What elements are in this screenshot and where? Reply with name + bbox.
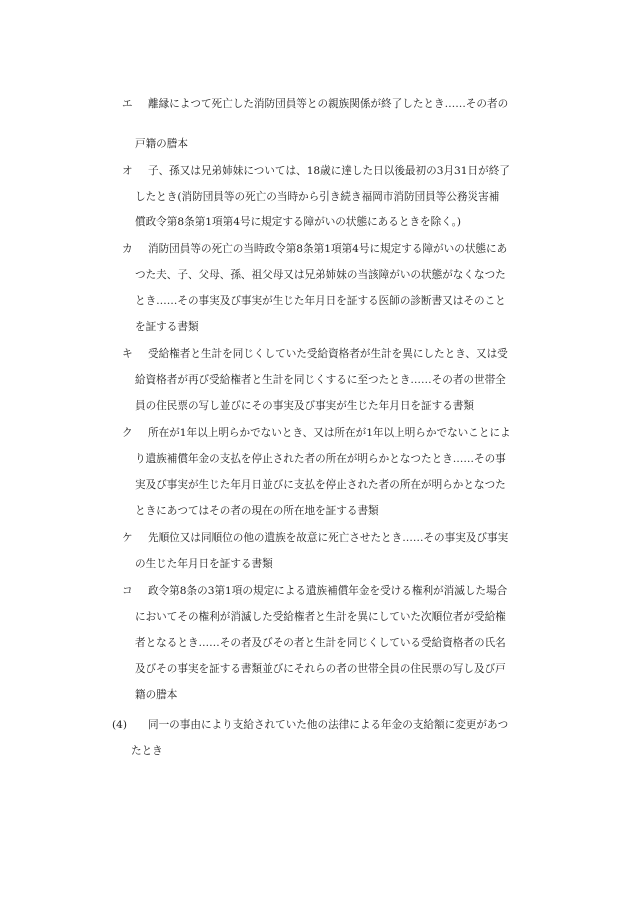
item-marker: ク [122, 427, 133, 439]
item-marker: キ [122, 348, 133, 360]
item-line: 員の住民票の写し並びにその事実及び事実が生じた年月日を証する書類 [135, 400, 474, 412]
item-line: 消防団員等の死亡の当時政令第8条第1項第4号に規定する障がいの状態にあ [148, 243, 508, 255]
item-line: とき……その事実及び事実が生じた年月日を証する医師の診断書又はそのこと [135, 295, 506, 307]
item-marker: エ [122, 98, 133, 110]
item-marker: オ [122, 165, 133, 177]
item-line: つた夫、子、父母、孫、祖父母又は兄弟姉妹の当該障がいの状態がなくなつた [135, 269, 506, 281]
item-line: においてその権利が消滅した受給権者と生計を異にしていた次順位者が受給権 [135, 611, 506, 623]
section-line: 同一の事由により支給されていた他の法律による年金の支給額に変更があつ [148, 719, 509, 731]
item-line: 受給権者と生計を同じくしていた受給資格者が生計を異にしたとき、又は受 [148, 348, 508, 360]
item-line: 政令第8条の3第1項の規定による遺族補償年金を受ける権利が消滅した場合 [148, 585, 508, 597]
item-line: 償政令第8条第1項第4号に規定する障がいの状態にあるときを除く。) [135, 216, 462, 228]
item-line: 者となるとき……その者及びその者と生計を同じくしている受給資格者の氏名 [135, 637, 506, 649]
section-line: たとき [131, 745, 163, 757]
item-line: したとき(消防団員等の死亡の当時から引き続き福岡市消防団員等公務災害補 [135, 191, 500, 203]
item-marker: カ [122, 243, 133, 255]
item-line: 離縁によつて死亡した消防団員等との親族関係が終了したとき……その者の [148, 98, 509, 110]
item-line: 先順位又は同順位の他の遺族を故意に死亡させたとき……その事実及び事実 [148, 532, 509, 544]
item-line: 籍の謄本 [135, 689, 178, 701]
item-line: 戸籍の謄本 [135, 138, 188, 150]
item-line: 給資格者が再び受給権者と生計を同じくするに至つたとき……その者の世帯全 [135, 374, 506, 386]
item-line: の生じた年月日を証する書類 [135, 558, 273, 570]
item-line: 実及び事実が生じた年月日並びに支払を停止された者の所在が明らかとなつた [135, 479, 506, 491]
item-line: を証する書類 [135, 321, 199, 333]
section-marker: (4) [112, 719, 128, 731]
item-marker: ケ [122, 532, 133, 544]
item-marker: コ [122, 585, 133, 597]
item-line: 子、孫又は兄弟姉妹については、18歳に達した日以後最初の3月31日が終了 [148, 165, 510, 177]
item-line: り遺族補償年金の支払を停止された者の所在が明らかとなつたとき……その事 [135, 453, 506, 465]
item-line: 所在が1年以上明らかでないとき、又は所在が1年以上明らかでないことによ [148, 427, 511, 439]
item-line: ときにあつてはその者の現在の所在地を証する書類 [135, 505, 379, 517]
item-line: 及びその事実を証する書類並びにそれらの者の世帯全員の住民票の写し及び戸 [135, 663, 506, 675]
